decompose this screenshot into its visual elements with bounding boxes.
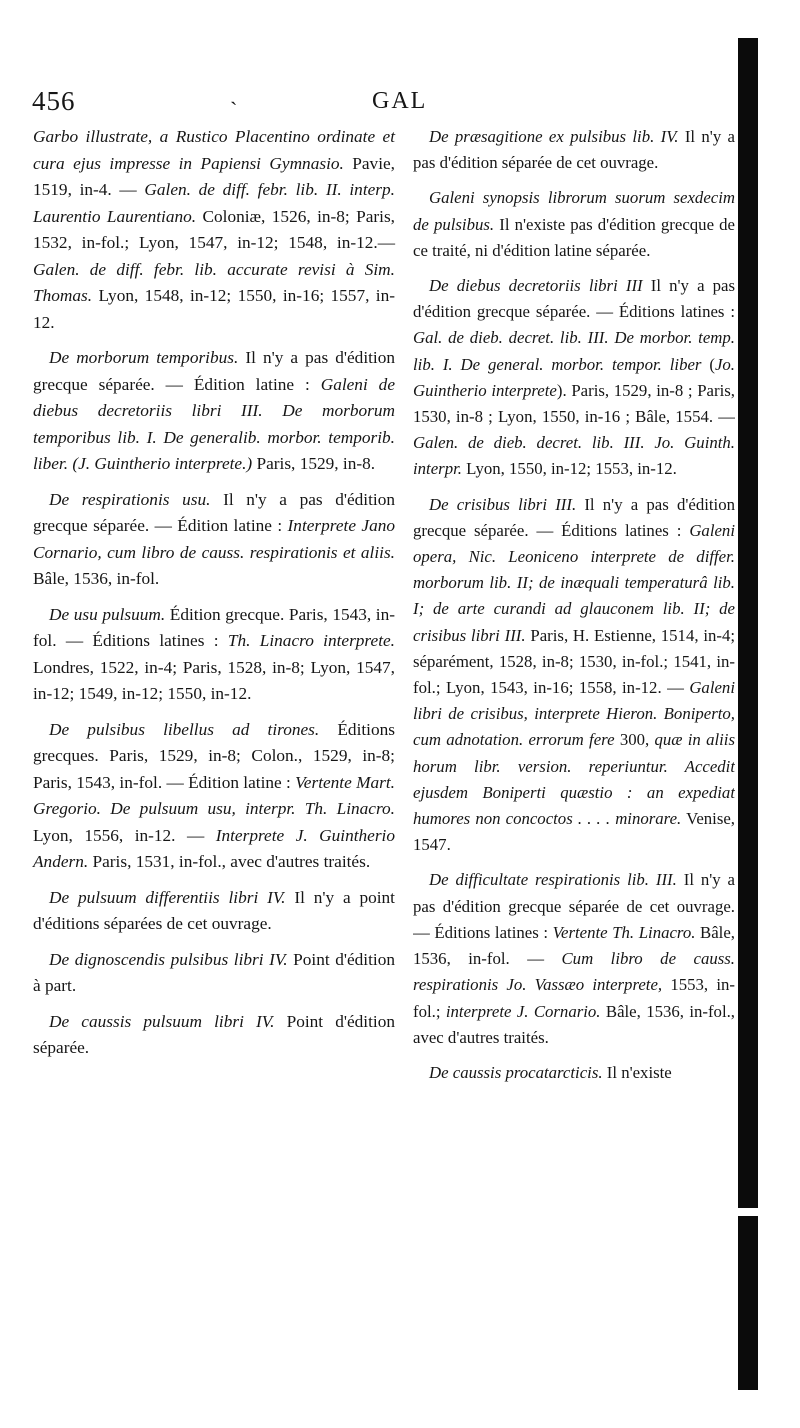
italic-title-text: Galeni synopsis librorum suorum sexdecim de pulsibus. xyxy=(413,188,735,234)
italic-title-text: Galeni libri de crisibus, interprete Hieron. Boniperto, cum adnotation. errorum fere xyxy=(413,678,735,750)
right-column xyxy=(413,124,735,1095)
italic-title-text: Garbo illustrate, a Rustico Placentino ordinate et cura ejus impresse in Papiensi Gymnasio. xyxy=(33,127,395,173)
entry-text: Bâle, 1536, in-fol. — xyxy=(413,922,735,969)
entry-text: 300, xyxy=(614,730,655,750)
entry-text: Lyon, 1556, in-12. — xyxy=(33,825,216,845)
italic-title-text: Galeni opera, Nic. Leoniceno interprete de differ. morborum lib. II; de inæquali temperaturâ lib. I; de arte curandi ad glauconem lib. II; de crisibus libri III. xyxy=(413,520,735,645)
print-mark: ˎ xyxy=(230,80,238,105)
bibliography-entry xyxy=(33,602,395,708)
entry-text: Paris, H. Estienne, 1514, in-4; séparément, 1528, in-8; 1530, in-fol.; 1541, in-fol.; Lyon, 1543, in-16; 1558, in-12. — xyxy=(413,625,735,698)
italic-title-text: Galen. de dieb. decret. lib. III. Jo. Guinth. interpr. xyxy=(413,433,735,479)
italic-title-text: De dignoscendis pulsibus libri IV. xyxy=(49,949,288,969)
entry-text: Il n'y a point d'éditions séparées de cet ouvrage. xyxy=(33,887,395,933)
entry-text: Édition grecque. Paris, 1543, in-fol. — Éditions latines : xyxy=(33,604,395,650)
entry-text: Il n'y a pas d'édition séparée de cet ouvrage. xyxy=(413,127,735,173)
entry-text: Il n'y a pas d'édition grecque séparée. — Éditions latines : xyxy=(413,494,735,540)
entry-text: Il n'y a pas d'édition grecque séparée. — Éditions latines : xyxy=(413,276,735,322)
bibliography-entry xyxy=(413,492,735,859)
italic-title-text: De morborum temporibus. xyxy=(49,348,239,367)
italic-title-text: De crisibus libri III. xyxy=(429,494,577,514)
entry-text: ). Paris, 1529, in-8 ; Paris, 1530, in-8 ; Lyon, 1550, in-16 ; Bâle, 1554. — xyxy=(413,380,735,427)
entry-text: Bâle, 1536, in-fol. xyxy=(33,569,160,588)
running-title: GAL xyxy=(372,88,428,114)
entry-text: 1553, in-fol.; xyxy=(413,975,735,1021)
italic-title-text: Cum libro de causs. respirationis Jo. Vassæo interprete, xyxy=(413,949,735,995)
bibliography-entry xyxy=(413,185,735,264)
italic-title-text: De usu pulsuum. xyxy=(49,604,166,624)
entry-text: Coloniæ, 1526, in-8; Paris, 1532, in-fol.; Lyon, 1547, in-12; 1548, in-12.— xyxy=(33,206,395,252)
italic-title-text: Vertente Th. Linacro. xyxy=(552,922,696,942)
entry-text: Paris, 1531, in-fol., avec d'autres traités. xyxy=(88,852,371,871)
italic-title-text: De pulsuum differentiis libri IV. xyxy=(49,887,286,907)
entry-text: Pavie, 1519, in-4. — xyxy=(33,153,395,199)
italic-title-text: De pulsibus libellus ad tirones. xyxy=(49,719,320,739)
italic-title-text: Galen. de diff. febr. lib. II. interp. Laurentio Laurentiano. xyxy=(33,180,395,226)
italic-title-text: Th. Linacro interprete. xyxy=(227,631,395,650)
bibliography-entry xyxy=(413,124,735,176)
entry-text: Il n'y a pas d'édition grecque séparée de cet ouvrage. — Éditions latines : xyxy=(413,870,735,942)
italic-title-text: De diebus decretoriis libri III xyxy=(429,276,643,296)
entry-text: Londres, 1522, in-4; Paris, 1528, in-8; Lyon, 1547, in-12; 1549, in-12; 1550, in-12. xyxy=(33,657,395,703)
entry-text: Paris, 1529, in-8. xyxy=(252,454,376,473)
entry-text: Lyon, 1548, in-12; 1550, in-16; 1557, in-12. xyxy=(33,286,395,332)
entry-text: Il n'existe pas d'édition grecque de ce traité, ni d'édition latine séparée. xyxy=(413,214,735,260)
bibliography-entry xyxy=(413,273,735,483)
bibliography-entry xyxy=(413,867,735,1050)
italic-title-text: De caussis procatarcticis. xyxy=(429,1062,603,1082)
entry-text: Éditions grecques. Paris, 1529, in-8; Colon., 1529, in-8; Paris, 1543, in-fol. — Édition latine : xyxy=(33,719,395,792)
bibliography-entry xyxy=(33,487,395,593)
entry-text: Venise, 1547. xyxy=(413,809,735,855)
entry-text: Il n'y a pas d'édition grecque séparée. — Édition latine : xyxy=(33,489,395,535)
italic-title-text: Galen. de diff. febr. lib. accurate revisi à Sim. Thomas. xyxy=(33,259,395,305)
italic-title-text: Galeni de diebus decretoriis libri III. De morborum temporibus lib. I. De generalib. morbor. temporib. liber. (J. Guintherio interprete.) xyxy=(33,374,395,473)
italic-title-text: quæ in aliis horum libr. version. reperiuntur. Accedit ejusdem Boniperti quæstio : an expediat humores non concoctos . . . . minorare. xyxy=(413,730,735,829)
italic-title-text: De difficultate respirationis lib. III. xyxy=(429,870,677,890)
entry-text: Il n'y a pas d'édition grecque séparée. — Édition latine : xyxy=(33,348,395,394)
scan-edge-shadow xyxy=(738,38,758,1390)
scan-edge-gap xyxy=(738,1208,758,1216)
italic-title-text: De respirationis usu. xyxy=(49,489,211,509)
entry-text: Lyon, 1550, in-12; 1553, in-12. xyxy=(461,459,677,479)
bibliography-entry xyxy=(33,717,395,876)
italic-title-text: Vertente Mart. Gregorio. De pulsuum usu, interpr. Th. Linacro. xyxy=(33,772,395,818)
bibliography-entry xyxy=(33,124,395,336)
italic-title-text: interprete J. Cornario. xyxy=(445,1001,601,1021)
italic-title-text: Jo. Guintherio interprete xyxy=(413,354,735,400)
entry-text: Bâle, 1536, in-fol., avec d'autres traités. xyxy=(413,1001,735,1047)
bibliography-entry xyxy=(33,885,395,938)
entry-text: ( xyxy=(701,354,715,374)
italic-title-text: Interprete J. Guintherio Andern. xyxy=(33,825,395,871)
bibliography-entry xyxy=(33,947,395,1000)
entry-text: Il n'existe xyxy=(602,1062,672,1082)
italic-title-text: De præsagitione ex pulsibus lib. IV. xyxy=(429,127,679,146)
bibliography-entry xyxy=(33,345,395,478)
entry-text: Point d'édition à part. xyxy=(33,949,395,995)
bibliography-entry xyxy=(33,1009,395,1062)
italic-title-text: Interprete Jano Cornario, cum libro de causs. respirationis et aliis. xyxy=(33,516,395,562)
bibliography-entry xyxy=(413,1060,735,1086)
entry-text: Point d'édition séparée. xyxy=(33,1011,395,1057)
italic-title-text: De caussis pulsuum libri IV. xyxy=(49,1011,275,1031)
italic-title-text: Gal. de dieb. decret. lib. III. De morbor. temp. lib. I. De general. morbor. tempor. liber xyxy=(413,328,735,374)
page-number: 456 xyxy=(32,86,76,116)
left-column xyxy=(33,124,395,1071)
